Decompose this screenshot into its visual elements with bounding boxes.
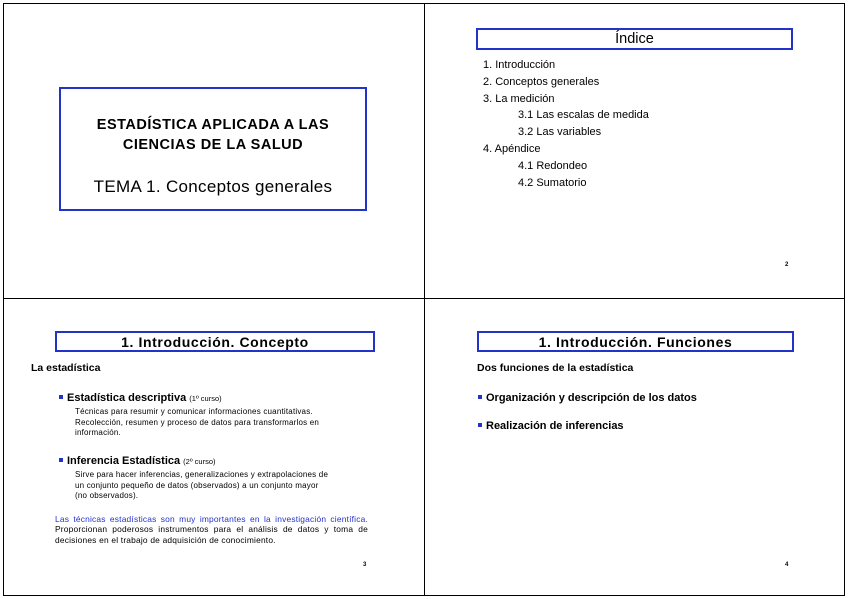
slide-1 <box>3 3 425 299</box>
index-list <box>483 57 649 191</box>
bullet-inferencia-text <box>75 470 375 502</box>
bullet-square-icon <box>59 458 63 462</box>
course-note: (1º curso) <box>189 394 222 403</box>
slide-header: Índice <box>476 28 793 50</box>
note-highlight: Las técnicas estadísticas son muy importantes en la investigación científica. <box>55 514 368 524</box>
index-item: 1. Introducción <box>483 59 556 71</box>
slide-4 <box>424 298 845 596</box>
bullet-inferencia <box>59 455 216 467</box>
index-item: 2. Conceptos generales <box>483 75 600 88</box>
section-label: Dos funciones de la estadística <box>477 362 634 374</box>
bullet-square-icon <box>59 395 63 399</box>
index-item: 4. Apéndice <box>483 142 541 155</box>
note-text: Proporcionan poderosos instrumentos para el análisis de datos y toma de decisiones en el trabajo de adquisición de conocimiento. <box>55 524 368 545</box>
body-line: Sirve para hacer inferencias, generalizaciones y extrapolaciones de <box>75 470 329 479</box>
index-subitem: 3.2 Las variables <box>518 126 602 139</box>
course-title-line-2: CIENCIAS DE LA SALUD <box>122 137 304 153</box>
bullet-realizacion <box>478 420 624 432</box>
bullet-square-icon <box>478 423 482 427</box>
body-line: Recolección, resumen y proceso de datos para transformarlos en <box>75 417 320 427</box>
bullet-organizacion <box>478 392 697 404</box>
bullet-descriptiva-text <box>75 407 375 439</box>
bullet-text: Organización y descripción de los datos <box>486 392 697 404</box>
bullet-title: Estadística descriptiva <box>67 392 187 404</box>
course-title <box>61 115 365 155</box>
index-subitem: 4.2 Sumatorio <box>518 176 587 189</box>
slide-header: 1. Introducción. Concepto <box>55 331 375 352</box>
slide-3 <box>3 298 425 596</box>
body-line: (no observados). <box>75 491 139 501</box>
body-line: un conjunto pequeño de datos (observados) a un conjunto mayor <box>75 480 319 490</box>
page-number: 3 <box>363 562 367 568</box>
page-number: 2 <box>785 262 789 268</box>
bullet-title: Inferencia Estadística <box>67 455 181 467</box>
course-title-line-1: ESTADÍSTICA APLICADA A LAS <box>96 117 330 133</box>
bullet-square-icon <box>478 395 482 399</box>
index-subitem: 3.1 Las escalas de medida <box>518 109 649 122</box>
slide-header: 1. Introducción. Funciones <box>477 331 794 352</box>
bullet-descriptiva <box>59 392 222 404</box>
slide-2 <box>424 3 845 299</box>
body-line: Técnicas para resumir y comunicar informaciones cuantitativas. <box>75 407 313 416</box>
body-line: información. <box>75 428 121 438</box>
bullet-text: Realización de inferencias <box>486 420 624 432</box>
closing-note <box>55 514 368 545</box>
index-subitem: 4.1 Redondeo <box>518 159 588 172</box>
section-label: La estadística <box>31 362 101 374</box>
topic-subtitle: TEMA 1. Conceptos generales <box>93 177 333 196</box>
page-number: 4 <box>785 562 789 568</box>
index-item: 3. La medición <box>483 92 555 105</box>
title-box <box>59 87 367 211</box>
course-note: (2º curso) <box>183 457 216 466</box>
